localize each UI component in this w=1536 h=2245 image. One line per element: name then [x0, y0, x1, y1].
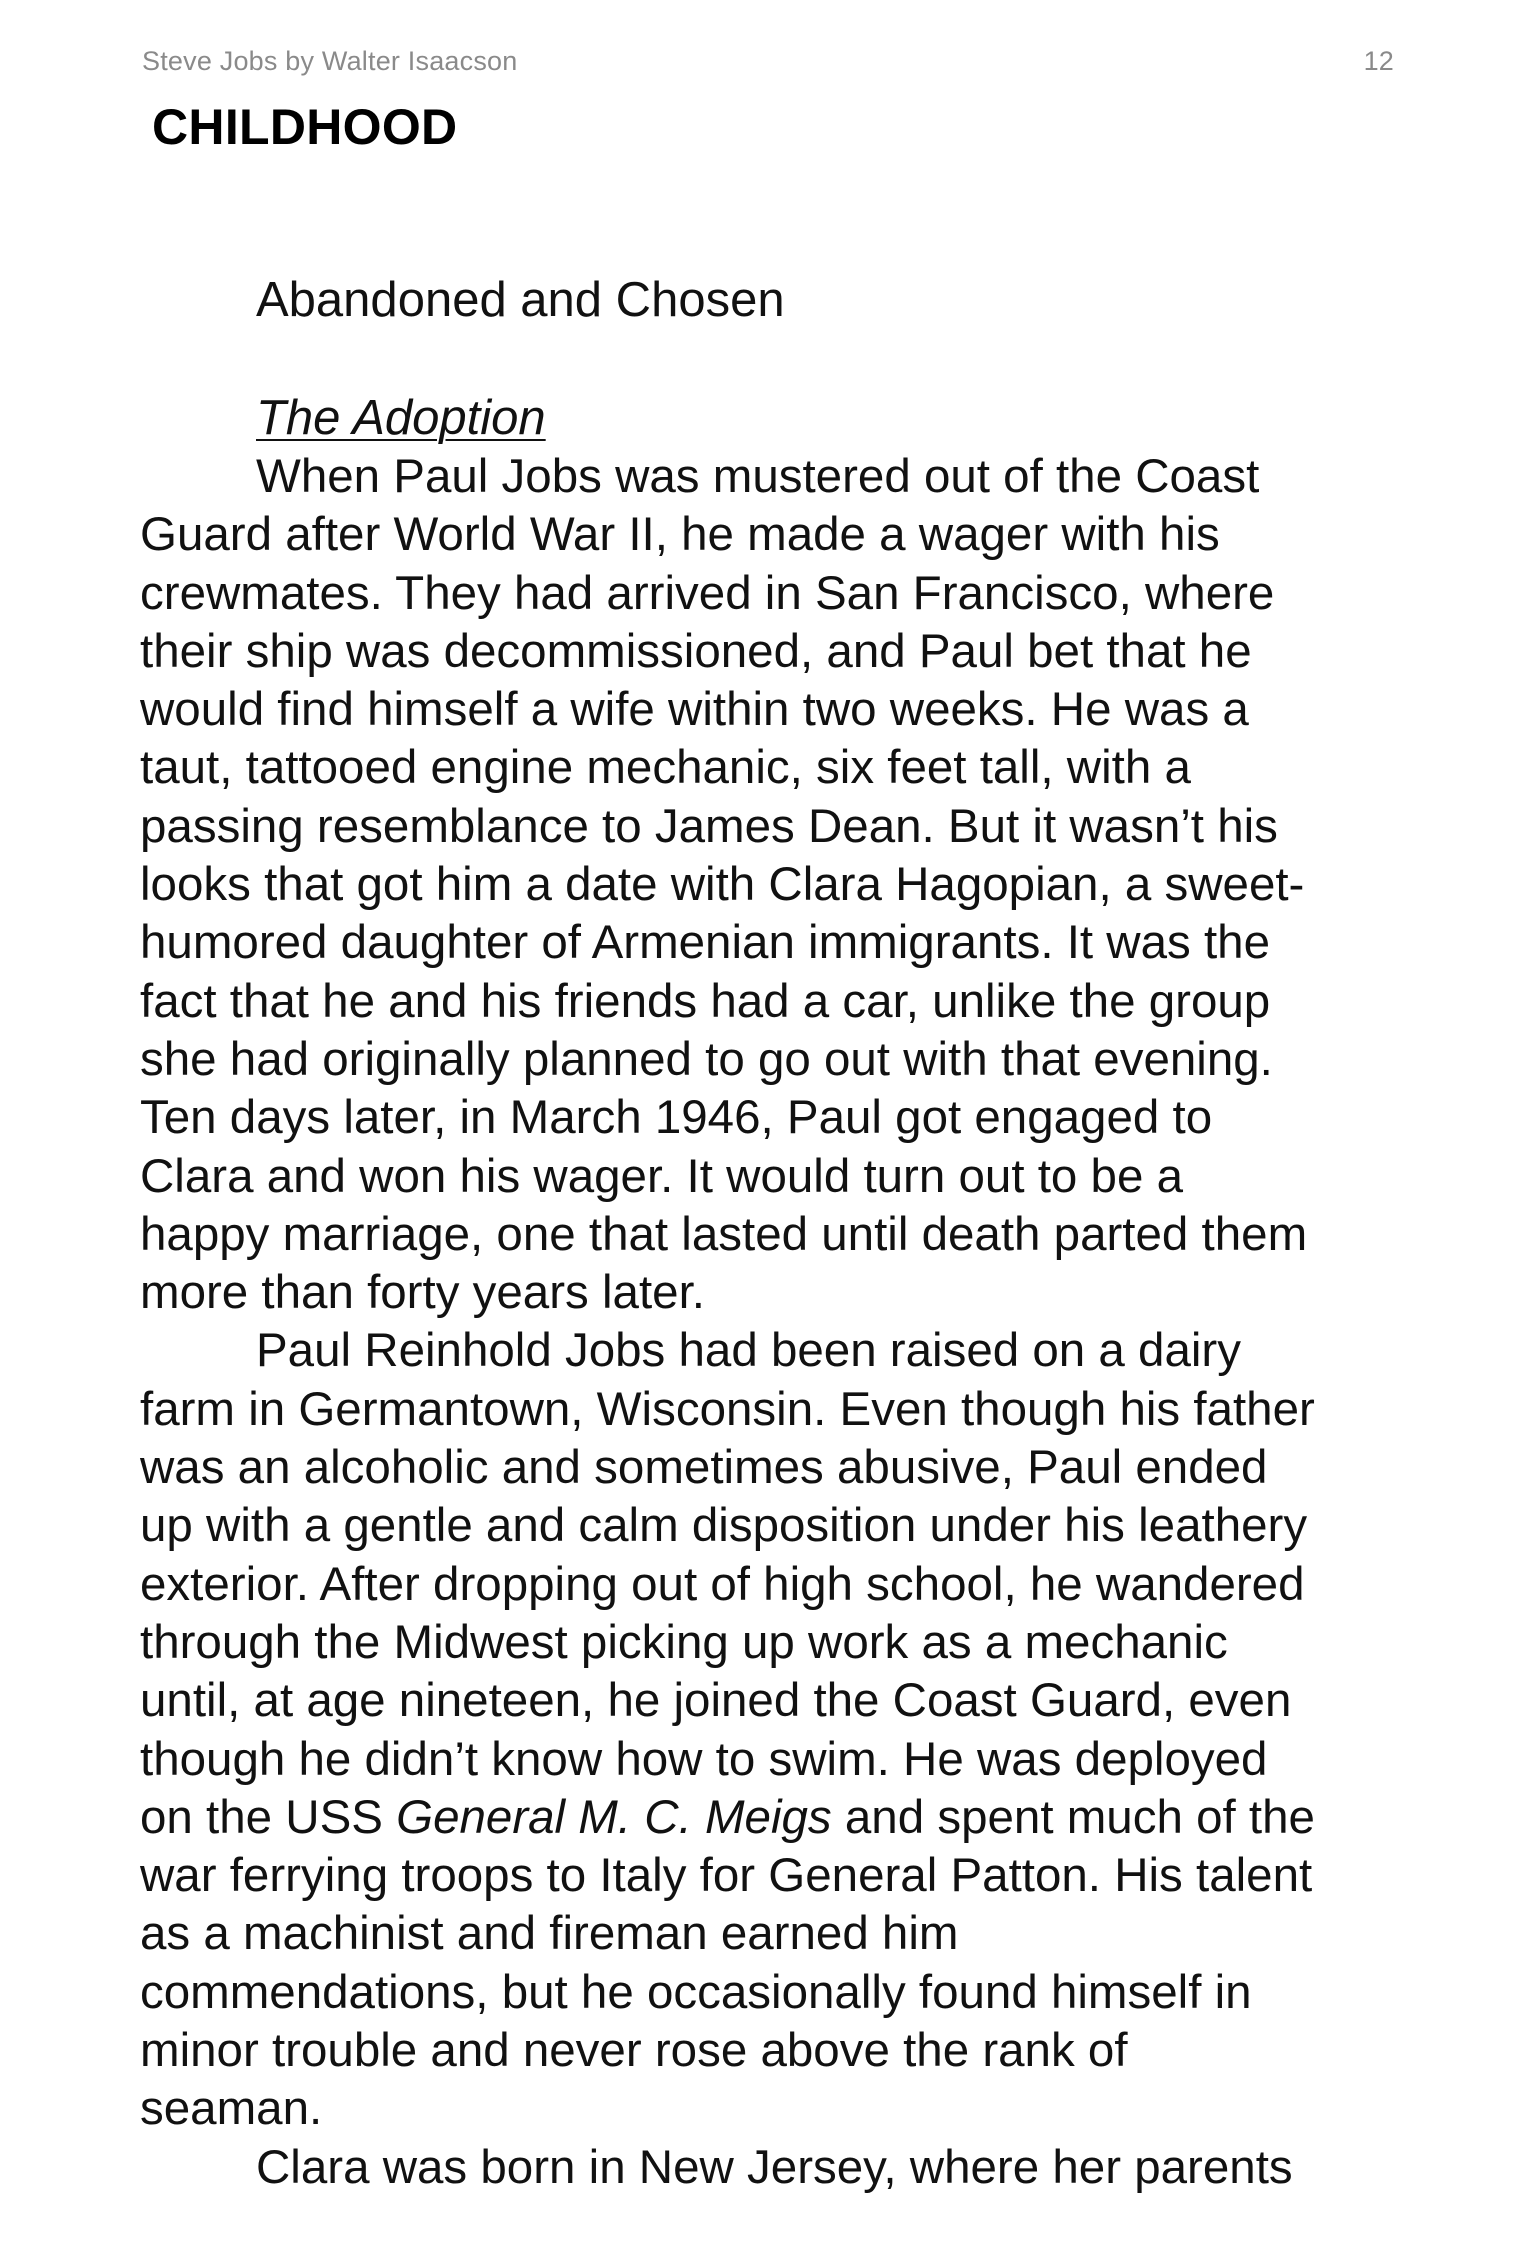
ship-name: General M. C. Meigs [396, 1790, 832, 1844]
text-line: until, at age nineteen, he joined the Coast Guard, even [140, 1674, 1292, 1728]
text-line: fact that he and his friends had a car, unlike the group [140, 974, 1271, 1028]
text-line: through the Midwest picking up work as a mechanic [140, 1615, 1228, 1669]
book-title: Steve Jobs by Walter Isaacson [142, 46, 518, 76]
subsection-heading: The Adoption [256, 391, 546, 445]
text-line: passing resemblance to James Dean. But it wasn’t his [140, 799, 1278, 853]
text-line: would find himself a wife within two weeks. He was a [140, 683, 1249, 737]
text-line: looks that got him a date with Clara Hagopian, a sweet- [140, 858, 1305, 912]
section-heading: Abandoned and Chosen [256, 273, 785, 327]
text-line: crewmates. They had arrived in San Francisco, where [140, 566, 1275, 620]
paragraph-3 [140, 2139, 1406, 2197]
paragraph-1 [140, 448, 1406, 1322]
text-line: war ferrying troops to Italy for General Patton. His talent [140, 1849, 1313, 1903]
text-line: Ten days later, in March 1946, Paul got engaged to [140, 1091, 1213, 1145]
text-line: minor trouble and never rose above the rank of [140, 2024, 1128, 2078]
chapter-title: CHILDHOOD [152, 99, 458, 155]
paragraph-2 [140, 1322, 1406, 2138]
ship-line-after: and spent much of the [831, 1790, 1315, 1844]
text-line: Guard after World War II, he made a wager with his [140, 508, 1220, 562]
text-line: Clara and won his wager. It would turn out to be a [140, 1149, 1183, 1203]
ship-line-before: on the USS [140, 1790, 397, 1844]
text-line: exterior. After dropping out of high school, he wandered [140, 1557, 1305, 1611]
text-line: happy marriage, one that lasted until death parted them [140, 1207, 1308, 1261]
page-number: 12 [1363, 46, 1394, 76]
text-line: more than forty years later. [140, 1266, 705, 1320]
text-line: up with a gentle and calm disposition under his leathery [140, 1499, 1308, 1553]
text-line: Paul Reinhold Jobs had been raised on a dairy [256, 1324, 1241, 1378]
text-line: taut, tattooed engine mechanic, six feet tall, with a [140, 741, 1191, 795]
text-line: humored daughter of Armenian immigrants. It was the [140, 916, 1271, 970]
text-line: was an alcoholic and sometimes abusive, Paul ended [140, 1441, 1268, 1495]
text-line: though he didn’t know how to swim. He was deployed [140, 1732, 1268, 1786]
text-line: as a machinist and fireman earned him [140, 1907, 959, 1961]
text-line: When Paul Jobs was mustered out of the Coast [256, 450, 1260, 503]
ship-line [140, 1789, 1406, 1847]
text-line: farm in Germantown, Wisconsin. Even though his father [140, 1382, 1315, 1436]
text-line: their ship was decommissioned, and Paul bet that he [140, 624, 1252, 678]
running-header [142, 46, 1394, 84]
text-line: Clara was born in New Jersey, where her parents [256, 2140, 1293, 2194]
body-text [140, 448, 1406, 2197]
text-line: commendations, but he occasionally found himself in [140, 1965, 1252, 2019]
text-line: she had originally planned to go out with that evening. [140, 1032, 1273, 1086]
text-line: seaman. [140, 2082, 323, 2136]
